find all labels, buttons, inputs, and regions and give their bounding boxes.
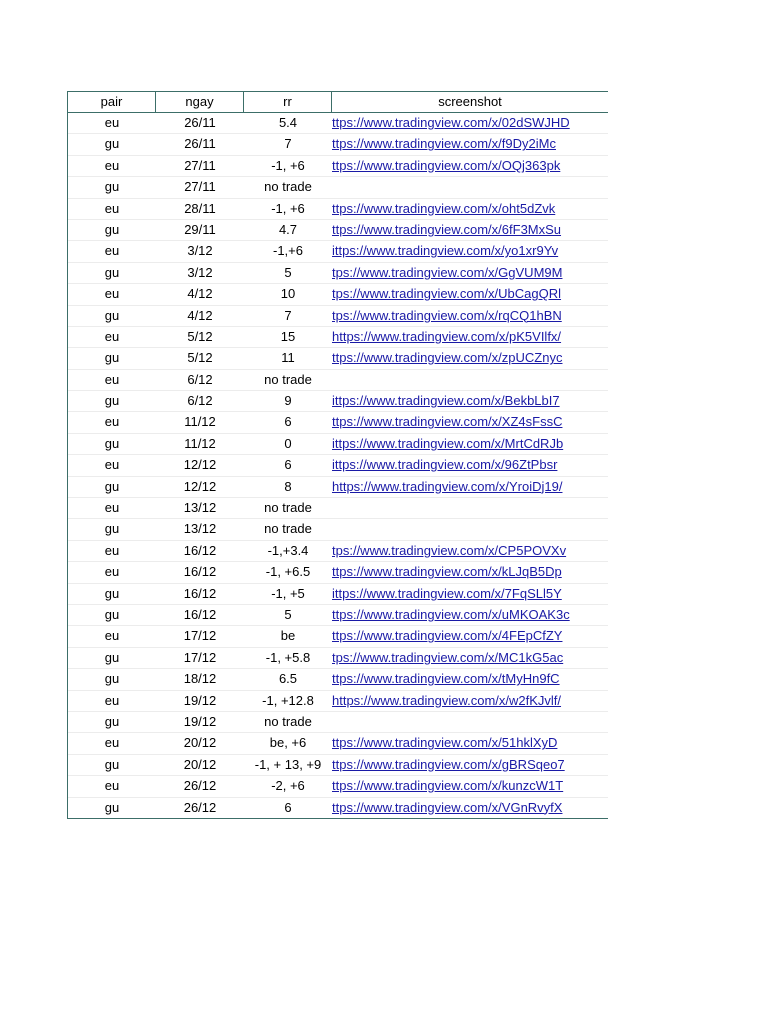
cell-rr: no trade bbox=[264, 500, 312, 516]
table-row bbox=[68, 625, 608, 646]
cell-rr: 6 bbox=[284, 414, 292, 430]
screenshot-link[interactable]: ittps://www.tradingview.com/x/yo1xr9Yv bbox=[332, 243, 559, 259]
table-row bbox=[68, 775, 608, 796]
cell-rr: -1, +5 bbox=[271, 585, 305, 601]
cell-rr: -1, +6.5 bbox=[265, 564, 311, 580]
cell-pair: gu bbox=[104, 606, 120, 622]
table-row bbox=[68, 347, 608, 368]
cell-screenshot[interactable] bbox=[332, 263, 608, 283]
cell-rr: no trade bbox=[264, 179, 312, 195]
table-row bbox=[68, 219, 608, 240]
table-row bbox=[68, 454, 608, 475]
cell-ngay: 19/12 bbox=[183, 692, 217, 708]
table-row bbox=[68, 240, 608, 261]
cell-ngay: 26/12 bbox=[183, 799, 217, 815]
cell-pair: gu bbox=[104, 713, 120, 729]
cell-screenshot[interactable] bbox=[332, 626, 608, 646]
cell-ngay: 26/11 bbox=[184, 115, 216, 130]
cell-ngay: 11/12 bbox=[184, 414, 216, 430]
screenshot-link[interactable]: ittps://www.tradingview.com/x/7FqSLl5Y bbox=[332, 585, 562, 601]
cell-screenshot[interactable] bbox=[332, 477, 608, 497]
cell-ngay: 19/12 bbox=[183, 713, 217, 729]
screenshot-link[interactable]: tps://www.tradingview.com/x/MC1kG5ac bbox=[332, 649, 564, 665]
table-row bbox=[68, 647, 608, 668]
cell-screenshot[interactable] bbox=[332, 156, 608, 176]
header-ngay: ngay bbox=[156, 92, 244, 112]
table-row bbox=[68, 604, 608, 625]
cell-ngay: 28/11 bbox=[184, 200, 216, 216]
table-body bbox=[68, 113, 608, 818]
table-row bbox=[68, 369, 608, 390]
screenshot-link[interactable]: https://www.tradingview.com/x/pK5VIlfx/ bbox=[332, 328, 562, 344]
screenshot-link[interactable]: ttps://www.tradingview.com/x/OQj363pk bbox=[332, 157, 561, 173]
cell-rr: 4.7 bbox=[278, 221, 298, 237]
cell-ngay: 27/11 bbox=[184, 179, 216, 195]
cell-ngay: 5/12 bbox=[187, 328, 213, 344]
cell-rr: 6 bbox=[284, 799, 292, 815]
cell-screenshot[interactable] bbox=[332, 691, 608, 711]
cell-pair: eu bbox=[104, 286, 120, 302]
cell-rr: -1, +5.8 bbox=[265, 649, 311, 665]
cell-pair: eu bbox=[104, 542, 120, 558]
cell-ngay: 20/12 bbox=[183, 735, 217, 751]
table-row bbox=[68, 540, 608, 561]
screenshot-link[interactable]: ttps://www.tradingview.com/x/f9Dy2iMc bbox=[332, 136, 556, 152]
cell-pair: eu bbox=[104, 692, 120, 708]
screenshot-link[interactable]: ttps://www.tradingview.com/x/51hklXyD bbox=[332, 735, 558, 751]
cell-pair: eu bbox=[104, 200, 120, 216]
cell-rr: 15 bbox=[280, 328, 296, 344]
cell-ngay: 6/12 bbox=[187, 371, 213, 387]
cell-ngay: 13/12 bbox=[183, 521, 217, 537]
cell-ngay: 4/12 bbox=[187, 307, 213, 323]
cell-pair: gu bbox=[104, 350, 120, 366]
cell-ngay: 17/12 bbox=[183, 628, 217, 644]
cell-screenshot[interactable] bbox=[332, 113, 608, 133]
cell-pair: eu bbox=[104, 564, 120, 580]
cell-screenshot[interactable] bbox=[332, 455, 608, 475]
cell-screenshot[interactable] bbox=[332, 306, 608, 326]
cell-pair: eu bbox=[104, 778, 120, 794]
cell-pair: gu bbox=[104, 435, 120, 451]
screenshot-link[interactable]: tps://www.tradingview.com/x/CP5POVXv bbox=[332, 542, 567, 558]
header-row bbox=[68, 92, 608, 113]
cell-ngay: 26/11 bbox=[184, 136, 216, 152]
cell-rr: 8 bbox=[284, 478, 292, 494]
table-row bbox=[68, 305, 608, 326]
cell-ngay: 16/12 bbox=[183, 564, 217, 580]
cell-ngay: 16/12 bbox=[183, 606, 217, 622]
table-row bbox=[68, 497, 608, 518]
table-row bbox=[68, 113, 608, 133]
cell-pair: eu bbox=[104, 500, 120, 516]
cell-screenshot[interactable] bbox=[332, 134, 608, 154]
cell-screenshot[interactable] bbox=[332, 348, 608, 368]
screenshot-link[interactable]: ttps://www.tradingview.com/x/kLJqB5Dp bbox=[332, 564, 562, 580]
cell-rr: be bbox=[280, 628, 296, 644]
cell-ngay: 18/12 bbox=[183, 671, 217, 687]
cell-rr: 9 bbox=[284, 393, 292, 409]
screenshot-link[interactable]: ttps://www.tradingview.com/x/kunzcW1T bbox=[332, 778, 564, 794]
cell-pair: eu bbox=[104, 115, 120, 130]
cell-screenshot bbox=[332, 177, 608, 197]
cell-pair: gu bbox=[104, 521, 120, 537]
table-row bbox=[68, 326, 608, 347]
screenshot-link[interactable]: ttps://www.tradingview.com/x/XZ4sFssC bbox=[332, 414, 563, 430]
table-row bbox=[68, 411, 608, 432]
cell-pair: eu bbox=[104, 157, 120, 173]
table-row bbox=[68, 198, 608, 219]
screenshot-link[interactable]: ittps://www.tradingview.com/x/MrtCdRJb bbox=[332, 435, 564, 451]
cell-rr: 6 bbox=[284, 457, 292, 473]
screenshot-link[interactable]: ttps://www.tradingview.com/x/tMyHn9fC bbox=[332, 671, 560, 687]
cell-ngay: 26/12 bbox=[183, 778, 217, 794]
table-row bbox=[68, 754, 608, 775]
cell-screenshot[interactable] bbox=[332, 199, 608, 219]
cell-pair: gu bbox=[104, 756, 120, 772]
cell-screenshot[interactable] bbox=[332, 605, 608, 625]
cell-rr: be, +6 bbox=[269, 735, 307, 751]
cell-pair: eu bbox=[104, 414, 120, 430]
cell-rr: no trade bbox=[264, 521, 312, 537]
cell-rr: 10 bbox=[280, 286, 296, 302]
table-row bbox=[68, 262, 608, 283]
table-row bbox=[68, 561, 608, 582]
cell-rr: 5.4 bbox=[278, 115, 298, 130]
table-row bbox=[68, 690, 608, 711]
cell-rr: no trade bbox=[264, 713, 312, 729]
cell-screenshot bbox=[332, 712, 608, 732]
table-row bbox=[68, 283, 608, 304]
cell-rr: -1,+3.4 bbox=[267, 542, 309, 558]
cell-rr: 11 bbox=[281, 350, 295, 366]
cell-screenshot[interactable] bbox=[332, 391, 608, 411]
cell-pair: eu bbox=[104, 371, 120, 387]
cell-ngay: 3/12 bbox=[187, 264, 213, 280]
table-row bbox=[68, 155, 608, 176]
screenshot-link[interactable]: ttps://www.tradingview.com/x/6fF3MxSu bbox=[332, 221, 562, 237]
table-row bbox=[68, 176, 608, 197]
cell-ngay: 20/12 bbox=[183, 756, 217, 772]
cell-screenshot bbox=[332, 370, 608, 390]
screenshot-link[interactable]: tps://www.tradingview.com/x/UbCagQRl bbox=[332, 286, 562, 302]
screenshot-link[interactable]: https://www.tradingview.com/x/YroiDj19/ bbox=[332, 478, 563, 494]
table-row bbox=[68, 668, 608, 689]
cell-pair: eu bbox=[104, 328, 120, 344]
cell-pair: gu bbox=[104, 393, 120, 409]
table-row bbox=[68, 133, 608, 154]
screenshot-link[interactable]: ttps://www.tradingview.com/x/4FEpCfZY bbox=[332, 628, 563, 644]
cell-rr: 7 bbox=[284, 307, 292, 323]
screenshot-link[interactable]: ttps://www.tradingview.com/x/oht5dZvk bbox=[332, 200, 556, 216]
cell-rr: -1, +6 bbox=[271, 157, 305, 173]
cell-ngay: 5/12 bbox=[187, 350, 213, 366]
cell-pair: gu bbox=[104, 478, 120, 494]
cell-ngay: 4/12 bbox=[187, 286, 213, 302]
cell-pair: gu bbox=[104, 649, 120, 665]
cell-rr: -2, +6 bbox=[271, 778, 305, 794]
cell-screenshot[interactable] bbox=[332, 220, 608, 240]
cell-screenshot bbox=[332, 519, 608, 539]
cell-ngay: 12/12 bbox=[183, 478, 217, 494]
cell-screenshot[interactable] bbox=[332, 798, 608, 818]
cell-screenshot[interactable] bbox=[332, 284, 608, 304]
cell-screenshot[interactable] bbox=[332, 412, 608, 432]
cell-rr: 7 bbox=[284, 136, 292, 152]
cell-pair: eu bbox=[104, 457, 120, 473]
table-row bbox=[68, 583, 608, 604]
cell-pair: gu bbox=[104, 799, 120, 815]
header-rr: rr bbox=[244, 92, 332, 112]
cell-ngay: 13/12 bbox=[183, 500, 217, 516]
screenshot-link[interactable]: ttps://www.tradingview.com/x/gBRSqeo7 bbox=[332, 756, 565, 772]
cell-screenshot[interactable] bbox=[332, 434, 608, 454]
cell-ngay: 17/12 bbox=[183, 649, 217, 665]
cell-pair: gu bbox=[104, 221, 120, 237]
cell-rr: -1, +12.8 bbox=[262, 692, 314, 708]
cell-rr: -1, + 13, +9 bbox=[254, 756, 322, 772]
cell-screenshot[interactable] bbox=[332, 327, 608, 347]
cell-pair: gu bbox=[104, 585, 120, 601]
cell-screenshot bbox=[332, 498, 608, 518]
header-screenshot: screenshot bbox=[438, 94, 502, 109]
table-row bbox=[68, 433, 608, 454]
table-row bbox=[68, 476, 608, 497]
cell-ngay: 29/11 bbox=[184, 221, 216, 237]
cell-rr: -1, +6 bbox=[271, 200, 305, 216]
cell-rr: 0 bbox=[284, 435, 292, 451]
cell-ngay: 16/12 bbox=[183, 585, 217, 601]
cell-ngay: 16/12 bbox=[183, 542, 217, 558]
cell-pair: eu bbox=[104, 243, 120, 259]
screenshot-link[interactable]: tps://www.tradingview.com/x/rqCQ1hBN bbox=[332, 307, 562, 323]
cell-screenshot[interactable] bbox=[332, 755, 608, 775]
screenshot-link[interactable]: ttps://www.tradingview.com/x/zpUCZnyc bbox=[332, 350, 563, 366]
cell-rr: 6.5 bbox=[278, 671, 298, 687]
cell-ngay: 3/12 bbox=[187, 243, 213, 259]
screenshot-link[interactable]: tps://www.tradingview.com/x/GgVUM9M bbox=[332, 264, 563, 280]
cell-screenshot[interactable] bbox=[332, 733, 608, 753]
cell-pair: gu bbox=[104, 136, 120, 152]
cell-pair: eu bbox=[104, 735, 120, 751]
screenshot-link[interactable]: ttps://www.tradingview.com/x/VGnRvyfX bbox=[332, 799, 563, 815]
cell-screenshot[interactable] bbox=[332, 648, 608, 668]
cell-rr: 5 bbox=[284, 606, 292, 622]
screenshot-link[interactable]: ttps://www.tradingview.com/x/02dSWJHD bbox=[332, 115, 570, 130]
cell-pair: eu bbox=[104, 628, 120, 644]
cell-ngay: 27/11 bbox=[184, 157, 216, 173]
cell-screenshot[interactable] bbox=[332, 776, 608, 796]
screenshot-link[interactable]: ittps://www.tradingview.com/x/96ZtPbsr bbox=[332, 457, 558, 473]
cell-ngay: 11/12 bbox=[184, 435, 216, 451]
table-row bbox=[68, 390, 608, 411]
cell-pair: gu bbox=[104, 307, 120, 323]
cell-ngay: 6/12 bbox=[187, 393, 213, 409]
table-row bbox=[68, 797, 608, 818]
cell-pair: gu bbox=[104, 264, 120, 280]
screenshot-link[interactable]: https://www.tradingview.com/x/w2fKJvlf/ bbox=[332, 692, 562, 708]
cell-screenshot[interactable] bbox=[332, 241, 608, 261]
table-row bbox=[68, 711, 608, 732]
cell-screenshot[interactable] bbox=[332, 669, 608, 689]
cell-rr: -1,+6 bbox=[273, 243, 303, 259]
cell-screenshot[interactable] bbox=[332, 584, 608, 604]
screenshot-link[interactable]: ittps://www.tradingview.com/x/BekbLbI7 bbox=[332, 393, 560, 409]
table-row bbox=[68, 518, 608, 539]
cell-rr: no trade bbox=[264, 371, 312, 387]
cell-ngay: 12/12 bbox=[183, 457, 217, 473]
cell-screenshot[interactable] bbox=[332, 541, 608, 561]
cell-pair: gu bbox=[104, 179, 120, 195]
cell-pair: gu bbox=[104, 671, 120, 687]
table-row bbox=[68, 732, 608, 753]
cell-rr: 5 bbox=[284, 264, 292, 280]
header-pair: pair bbox=[68, 92, 156, 112]
spreadsheet-table bbox=[67, 91, 608, 819]
cell-screenshot[interactable] bbox=[332, 562, 608, 582]
screenshot-link[interactable]: ttps://www.tradingview.com/x/uMKOAK3c bbox=[332, 606, 570, 622]
